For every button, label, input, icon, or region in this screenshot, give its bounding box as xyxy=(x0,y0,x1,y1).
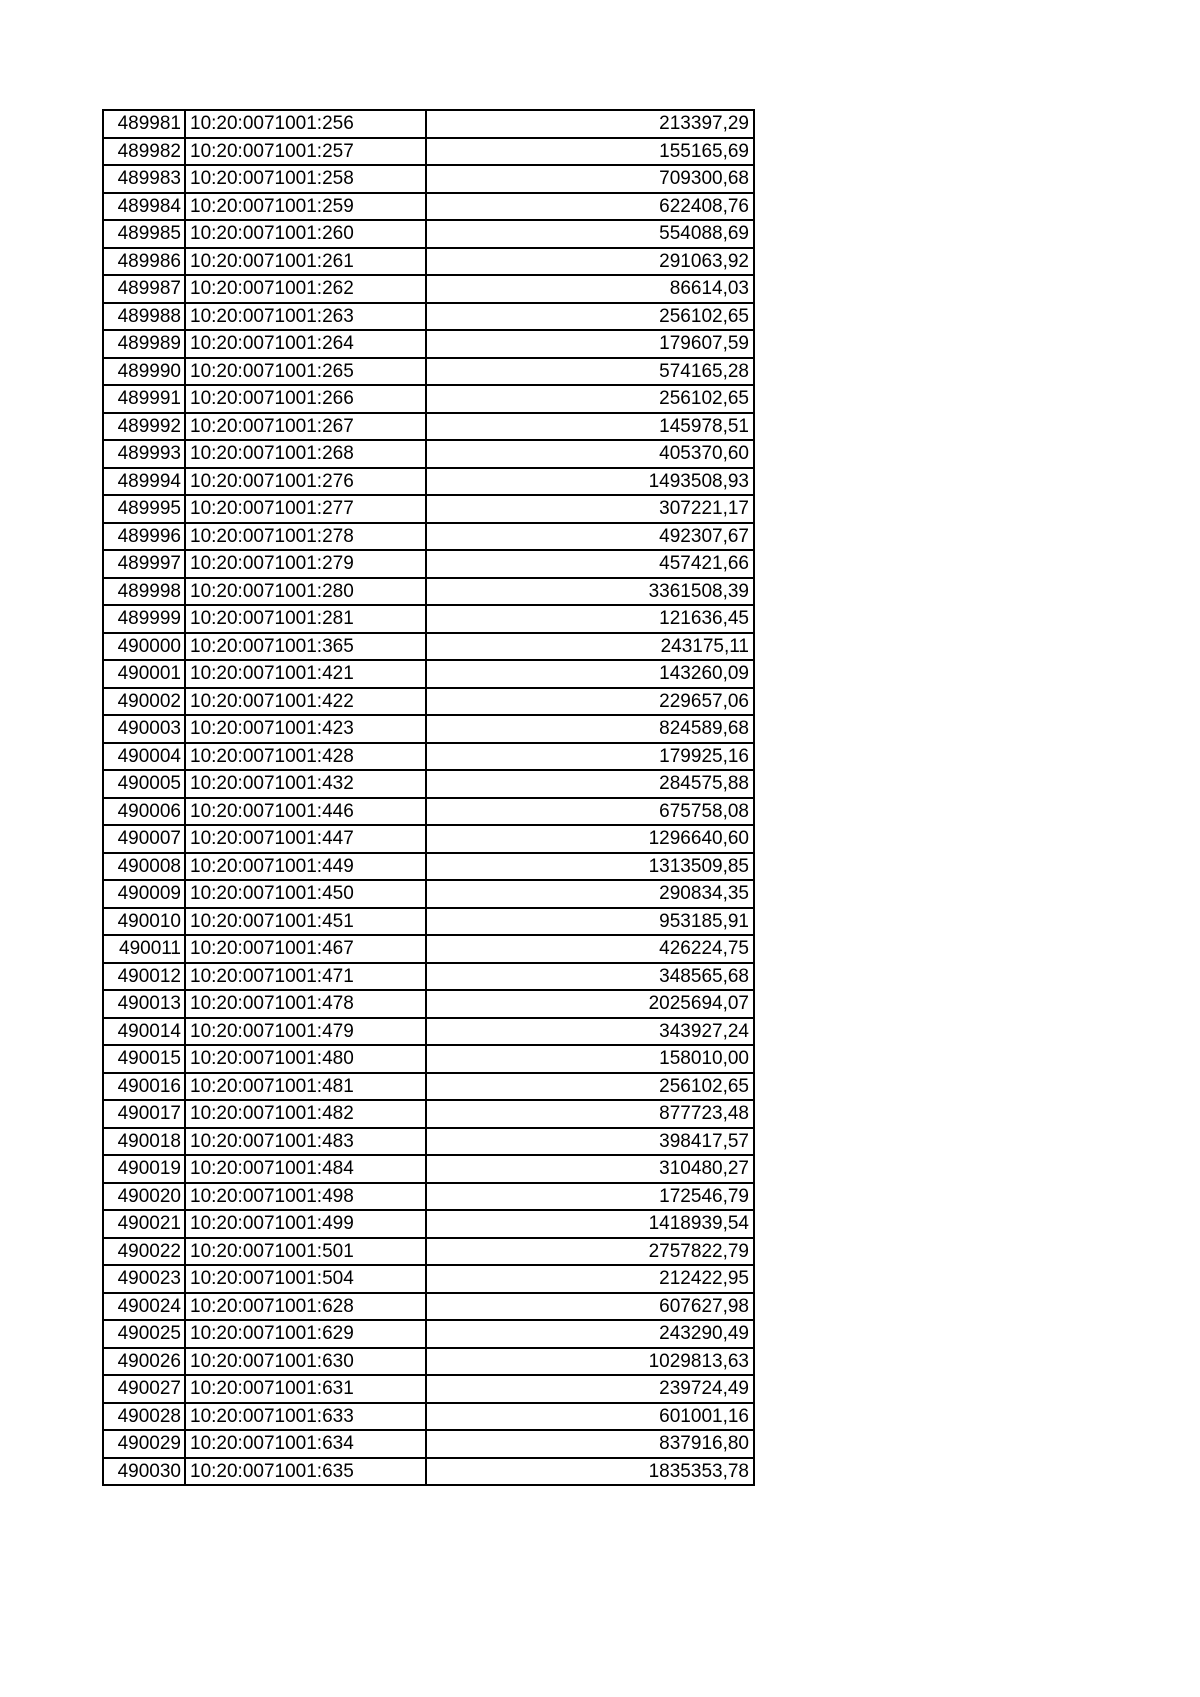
table-row xyxy=(103,688,754,716)
value-cell: 121636,45 xyxy=(426,605,754,633)
table-row xyxy=(103,990,754,1018)
table-row xyxy=(103,1320,754,1348)
value-cell: 837916,80 xyxy=(426,1430,754,1458)
row-number-cell: 490007 xyxy=(103,825,185,853)
cadastral-number-cell: 10:20:0071001:256 xyxy=(185,110,426,138)
cadastral-number-cell: 10:20:0071001:633 xyxy=(185,1403,426,1431)
table-row xyxy=(103,715,754,743)
value-cell: 2757822,79 xyxy=(426,1238,754,1266)
row-number-cell: 490016 xyxy=(103,1073,185,1101)
cadastral-number-cell: 10:20:0071001:479 xyxy=(185,1018,426,1046)
cadastral-number-cell: 10:20:0071001:628 xyxy=(185,1293,426,1321)
cadastral-number-cell: 10:20:0071001:471 xyxy=(185,963,426,991)
table-row xyxy=(103,1238,754,1266)
cadastral-number-cell: 10:20:0071001:262 xyxy=(185,275,426,303)
value-cell: 310480,27 xyxy=(426,1155,754,1183)
cadastral-number-cell: 10:20:0071001:480 xyxy=(185,1045,426,1073)
cadastral-number-cell: 10:20:0071001:258 xyxy=(185,165,426,193)
table-row xyxy=(103,1430,754,1458)
cadastral-number-cell: 10:20:0071001:278 xyxy=(185,523,426,551)
value-cell: 158010,00 xyxy=(426,1045,754,1073)
value-cell: 307221,17 xyxy=(426,495,754,523)
value-cell: 213397,29 xyxy=(426,110,754,138)
table-row xyxy=(103,1348,754,1376)
value-cell: 3361508,39 xyxy=(426,578,754,606)
row-number-cell: 490003 xyxy=(103,715,185,743)
cadastral-number-cell: 10:20:0071001:481 xyxy=(185,1073,426,1101)
value-cell: 348565,68 xyxy=(426,963,754,991)
table-row xyxy=(103,413,754,441)
row-number-cell: 490011 xyxy=(103,935,185,963)
row-number-cell: 490000 xyxy=(103,633,185,661)
value-cell: 243290,49 xyxy=(426,1320,754,1348)
table-row xyxy=(103,330,754,358)
value-cell: 256102,65 xyxy=(426,1073,754,1101)
value-cell: 1313509,85 xyxy=(426,853,754,881)
value-cell: 145978,51 xyxy=(426,413,754,441)
table-row xyxy=(103,1045,754,1073)
value-cell: 574165,28 xyxy=(426,358,754,386)
row-number-cell: 490002 xyxy=(103,688,185,716)
table-row xyxy=(103,770,754,798)
row-number-cell: 489991 xyxy=(103,385,185,413)
cadastral-number-cell: 10:20:0071001:498 xyxy=(185,1183,426,1211)
row-number-cell: 490006 xyxy=(103,798,185,826)
table-row xyxy=(103,605,754,633)
value-cell: 457421,66 xyxy=(426,550,754,578)
row-number-cell: 489985 xyxy=(103,220,185,248)
table-row xyxy=(103,1210,754,1238)
cadastral-number-cell: 10:20:0071001:263 xyxy=(185,303,426,331)
row-number-cell: 489999 xyxy=(103,605,185,633)
table-body xyxy=(103,110,754,1485)
value-cell: 405370,60 xyxy=(426,440,754,468)
cadastral-number-cell: 10:20:0071001:422 xyxy=(185,688,426,716)
value-cell: 86614,03 xyxy=(426,275,754,303)
cadastral-number-cell: 10:20:0071001:504 xyxy=(185,1265,426,1293)
cadastral-number-cell: 10:20:0071001:446 xyxy=(185,798,426,826)
table-row xyxy=(103,798,754,826)
table-row xyxy=(103,138,754,166)
value-cell: 290834,35 xyxy=(426,880,754,908)
value-cell: 953185,91 xyxy=(426,908,754,936)
row-number-cell: 490030 xyxy=(103,1458,185,1486)
cadastral-number-cell: 10:20:0071001:482 xyxy=(185,1100,426,1128)
row-number-cell: 490014 xyxy=(103,1018,185,1046)
value-cell: 398417,57 xyxy=(426,1128,754,1156)
row-number-cell: 490019 xyxy=(103,1155,185,1183)
row-number-cell: 489981 xyxy=(103,110,185,138)
value-cell: 284575,88 xyxy=(426,770,754,798)
table-row xyxy=(103,908,754,936)
cadastral-number-cell: 10:20:0071001:421 xyxy=(185,660,426,688)
row-number-cell: 490010 xyxy=(103,908,185,936)
cadastral-number-cell: 10:20:0071001:630 xyxy=(185,1348,426,1376)
value-cell: 179925,16 xyxy=(426,743,754,771)
cadastral-number-cell: 10:20:0071001:450 xyxy=(185,880,426,908)
table-row xyxy=(103,193,754,221)
value-cell: 343927,24 xyxy=(426,1018,754,1046)
row-number-cell: 490013 xyxy=(103,990,185,1018)
row-number-cell: 490009 xyxy=(103,880,185,908)
table-row xyxy=(103,1155,754,1183)
cadastral-number-cell: 10:20:0071001:280 xyxy=(185,578,426,606)
value-cell: 179607,59 xyxy=(426,330,754,358)
cadastral-number-cell: 10:20:0071001:451 xyxy=(185,908,426,936)
table-row xyxy=(103,743,754,771)
table-row xyxy=(103,110,754,138)
table-row xyxy=(103,303,754,331)
cadastral-number-cell: 10:20:0071001:499 xyxy=(185,1210,426,1238)
row-number-cell: 489989 xyxy=(103,330,185,358)
row-number-cell: 489982 xyxy=(103,138,185,166)
row-number-cell: 490028 xyxy=(103,1403,185,1431)
row-number-cell: 490015 xyxy=(103,1045,185,1073)
cadastral-number-cell: 10:20:0071001:629 xyxy=(185,1320,426,1348)
table-row xyxy=(103,935,754,963)
value-cell: 709300,68 xyxy=(426,165,754,193)
row-number-cell: 489987 xyxy=(103,275,185,303)
row-number-cell: 490004 xyxy=(103,743,185,771)
cadastral-number-cell: 10:20:0071001:259 xyxy=(185,193,426,221)
row-number-cell: 490020 xyxy=(103,1183,185,1211)
table-row xyxy=(103,825,754,853)
row-number-cell: 489995 xyxy=(103,495,185,523)
table-row xyxy=(103,1073,754,1101)
row-number-cell: 490029 xyxy=(103,1430,185,1458)
table-row xyxy=(103,165,754,193)
row-number-cell: 490018 xyxy=(103,1128,185,1156)
table-row xyxy=(103,550,754,578)
table-row xyxy=(103,853,754,881)
row-number-cell: 489984 xyxy=(103,193,185,221)
row-number-cell: 490021 xyxy=(103,1210,185,1238)
table-row xyxy=(103,1128,754,1156)
table-row xyxy=(103,385,754,413)
row-number-cell: 489994 xyxy=(103,468,185,496)
cadastral-number-cell: 10:20:0071001:449 xyxy=(185,853,426,881)
cadastral-number-cell: 10:20:0071001:268 xyxy=(185,440,426,468)
value-cell: 824589,68 xyxy=(426,715,754,743)
value-cell: 1835353,78 xyxy=(426,1458,754,1486)
cadastral-number-cell: 10:20:0071001:276 xyxy=(185,468,426,496)
row-number-cell: 489992 xyxy=(103,413,185,441)
table-row xyxy=(103,275,754,303)
value-cell: 212422,95 xyxy=(426,1265,754,1293)
cadastral-number-cell: 10:20:0071001:277 xyxy=(185,495,426,523)
value-cell: 601001,16 xyxy=(426,1403,754,1431)
cadastral-number-cell: 10:20:0071001:260 xyxy=(185,220,426,248)
cadastral-number-cell: 10:20:0071001:257 xyxy=(185,138,426,166)
row-number-cell: 489997 xyxy=(103,550,185,578)
cadastral-number-cell: 10:20:0071001:267 xyxy=(185,413,426,441)
cadastral-number-cell: 10:20:0071001:484 xyxy=(185,1155,426,1183)
value-cell: 426224,75 xyxy=(426,935,754,963)
table-row xyxy=(103,358,754,386)
table-row xyxy=(103,1265,754,1293)
cadastral-number-cell: 10:20:0071001:478 xyxy=(185,990,426,1018)
table-row xyxy=(103,1018,754,1046)
table-row xyxy=(103,220,754,248)
row-number-cell: 490008 xyxy=(103,853,185,881)
row-number-cell: 490023 xyxy=(103,1265,185,1293)
row-number-cell: 489983 xyxy=(103,165,185,193)
value-cell: 607627,98 xyxy=(426,1293,754,1321)
row-number-cell: 489993 xyxy=(103,440,185,468)
table-row xyxy=(103,578,754,606)
row-number-cell: 490005 xyxy=(103,770,185,798)
cadastral-number-cell: 10:20:0071001:365 xyxy=(185,633,426,661)
table-row xyxy=(103,1458,754,1486)
cadastral-number-cell: 10:20:0071001:447 xyxy=(185,825,426,853)
table-row xyxy=(103,248,754,276)
table-row xyxy=(103,1183,754,1211)
cadastral-number-cell: 10:20:0071001:483 xyxy=(185,1128,426,1156)
cadastral-number-cell: 10:20:0071001:423 xyxy=(185,715,426,743)
table-row xyxy=(103,468,754,496)
value-cell: 554088,69 xyxy=(426,220,754,248)
value-cell: 239724,49 xyxy=(426,1375,754,1403)
cadastral-number-cell: 10:20:0071001:279 xyxy=(185,550,426,578)
value-cell: 622408,76 xyxy=(426,193,754,221)
table-row xyxy=(103,440,754,468)
value-cell: 243175,11 xyxy=(426,633,754,661)
cadastral-number-cell: 10:20:0071001:432 xyxy=(185,770,426,798)
cadastral-number-cell: 10:20:0071001:428 xyxy=(185,743,426,771)
value-cell: 2025694,07 xyxy=(426,990,754,1018)
value-cell: 675758,08 xyxy=(426,798,754,826)
row-number-cell: 490017 xyxy=(103,1100,185,1128)
cadastral-number-cell: 10:20:0071001:281 xyxy=(185,605,426,633)
cadastral-number-cell: 10:20:0071001:467 xyxy=(185,935,426,963)
table-row xyxy=(103,1375,754,1403)
row-number-cell: 490012 xyxy=(103,963,185,991)
value-cell: 256102,65 xyxy=(426,303,754,331)
value-cell: 143260,09 xyxy=(426,660,754,688)
table-row xyxy=(103,523,754,551)
value-cell: 256102,65 xyxy=(426,385,754,413)
value-cell: 1418939,54 xyxy=(426,1210,754,1238)
row-number-cell: 490025 xyxy=(103,1320,185,1348)
cadastral-number-cell: 10:20:0071001:501 xyxy=(185,1238,426,1266)
table-row xyxy=(103,1403,754,1431)
value-cell: 877723,48 xyxy=(426,1100,754,1128)
row-number-cell: 490022 xyxy=(103,1238,185,1266)
row-number-cell: 489988 xyxy=(103,303,185,331)
value-cell: 229657,06 xyxy=(426,688,754,716)
cadastral-number-cell: 10:20:0071001:634 xyxy=(185,1430,426,1458)
cadastral-number-cell: 10:20:0071001:264 xyxy=(185,330,426,358)
cadastral-number-cell: 10:20:0071001:265 xyxy=(185,358,426,386)
table-row xyxy=(103,633,754,661)
row-number-cell: 490001 xyxy=(103,660,185,688)
row-number-cell: 489998 xyxy=(103,578,185,606)
table-row xyxy=(103,1100,754,1128)
value-cell: 172546,79 xyxy=(426,1183,754,1211)
value-cell: 1493508,93 xyxy=(426,468,754,496)
value-cell: 1296640,60 xyxy=(426,825,754,853)
row-number-cell: 489986 xyxy=(103,248,185,276)
table-row xyxy=(103,963,754,991)
value-cell: 291063,92 xyxy=(426,248,754,276)
cadastral-number-cell: 10:20:0071001:631 xyxy=(185,1375,426,1403)
row-number-cell: 490026 xyxy=(103,1348,185,1376)
table-row xyxy=(103,660,754,688)
cadastral-number-cell: 10:20:0071001:261 xyxy=(185,248,426,276)
row-number-cell: 489996 xyxy=(103,523,185,551)
table-row xyxy=(103,495,754,523)
cadastral-number-cell: 10:20:0071001:266 xyxy=(185,385,426,413)
row-number-cell: 489990 xyxy=(103,358,185,386)
table-row xyxy=(103,880,754,908)
table-row xyxy=(103,1293,754,1321)
row-number-cell: 490027 xyxy=(103,1375,185,1403)
value-cell: 492307,67 xyxy=(426,523,754,551)
cadastral-number-cell: 10:20:0071001:635 xyxy=(185,1458,426,1486)
value-cell: 155165,69 xyxy=(426,138,754,166)
value-cell: 1029813,63 xyxy=(426,1348,754,1376)
row-number-cell: 490024 xyxy=(103,1293,185,1321)
data-table xyxy=(102,109,755,1486)
